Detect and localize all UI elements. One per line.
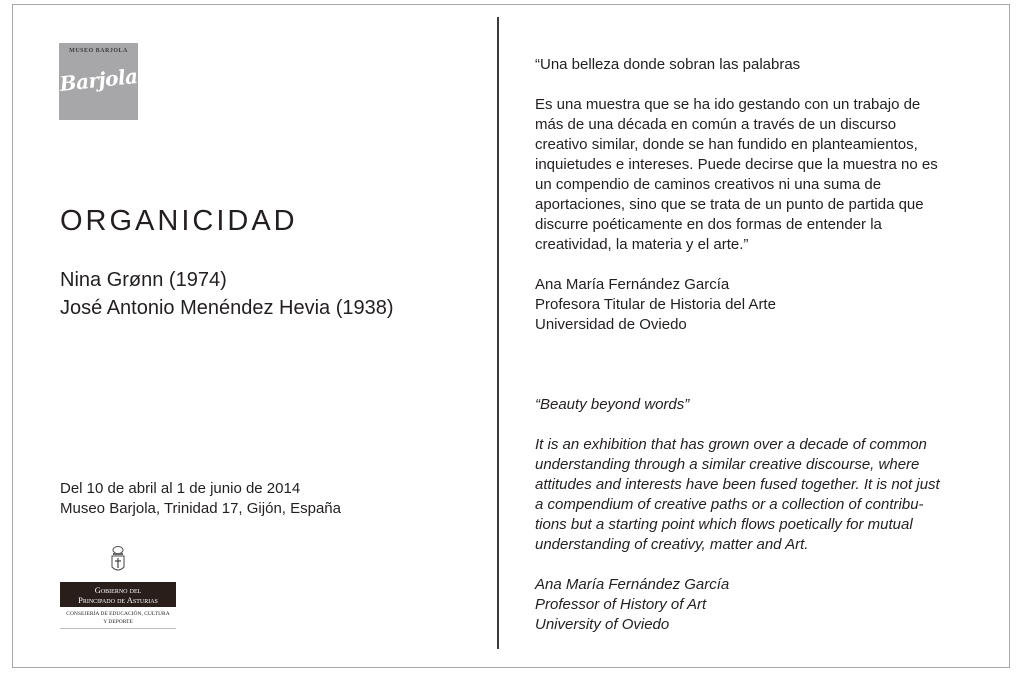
text-line: a compendium of creative paths or a collection of contribu- — [535, 496, 924, 513]
government-logo — [60, 546, 176, 629]
spanish-author: Ana María Fernández García — [535, 276, 730, 293]
text-line: más de una década en común a través de un discurso — [535, 116, 897, 133]
text-line: discurre poéticamente en dos formas de entender la — [535, 216, 882, 233]
english-role: Professor of History of Art — [535, 596, 707, 613]
artist-name: José Antonio Menéndez Hevia (1938) — [60, 297, 394, 319]
vertical-divider — [497, 17, 499, 649]
artist-name: Nina Grønn (1974) — [60, 269, 227, 291]
text-line: tions but a starting point which flows poetically for mutual — [535, 516, 913, 533]
text-line: aportaciones, sino que se trata de un punto de partida que — [535, 196, 924, 213]
spanish-heading: “Una belleza donde sobran las palabras — [535, 56, 801, 73]
spanish-body — [535, 95, 990, 255]
text-line: attitudes and interests have been fused together. It is not just — [535, 476, 940, 493]
department-label — [60, 607, 176, 629]
review-column — [535, 55, 990, 635]
text-line: understanding of creativy, matter and Art. — [535, 536, 809, 553]
text-line: creatividad, la materia y el arte.” — [535, 236, 749, 253]
text-line: creativo similar, donde se han fundido en planteamientos, — [535, 136, 918, 153]
logo-label: MUSEO BARJOLA — [69, 48, 128, 54]
text-line: Es una muestra que se ha ido gestando con un trabajo de — [535, 96, 921, 113]
exhibition-venue: Museo Barjola, Trinidad 17, Gijón, España — [60, 500, 341, 517]
spanish-role: Profesora Titular de Historia del Arte — [535, 296, 776, 313]
text-line: understanding through a similar creative discourse, where — [535, 456, 920, 473]
department-line: Y DEPORTE — [103, 619, 133, 625]
asturias-crest-icon — [110, 546, 126, 574]
exhibition-info — [60, 479, 341, 519]
museo-barjola-logo — [59, 43, 138, 120]
artists-list — [60, 266, 394, 322]
spanish-institution: Universidad de Oviedo — [535, 316, 687, 333]
exhibition-title: ORGANICIDAD — [60, 205, 298, 237]
english-institution: University of Oviedo — [535, 616, 670, 633]
text-line: un compendio de caminos creativos ni una suma de — [535, 176, 882, 193]
banner-line: Gobierno del — [94, 585, 142, 595]
text-line: inquietudes e intereses. Puede decirse que la muestra no es — [535, 156, 938, 173]
text-line: It is an exhibition that has grown over a decade of common — [535, 436, 927, 453]
banner-line: Principado de Asturias — [78, 595, 158, 605]
department-line: CONSEJERÍA DE EDUCACIÓN, CULTURA — [66, 611, 170, 617]
english-author: Ana María Fernández García — [535, 576, 730, 593]
logo-script: Barjola — [58, 63, 139, 97]
exhibition-dates: Del 10 de abril al 1 de junio de 2014 — [60, 480, 301, 497]
government-banner — [60, 582, 176, 607]
english-body — [535, 435, 990, 555]
english-heading: “Beauty beyond words” — [535, 396, 690, 413]
